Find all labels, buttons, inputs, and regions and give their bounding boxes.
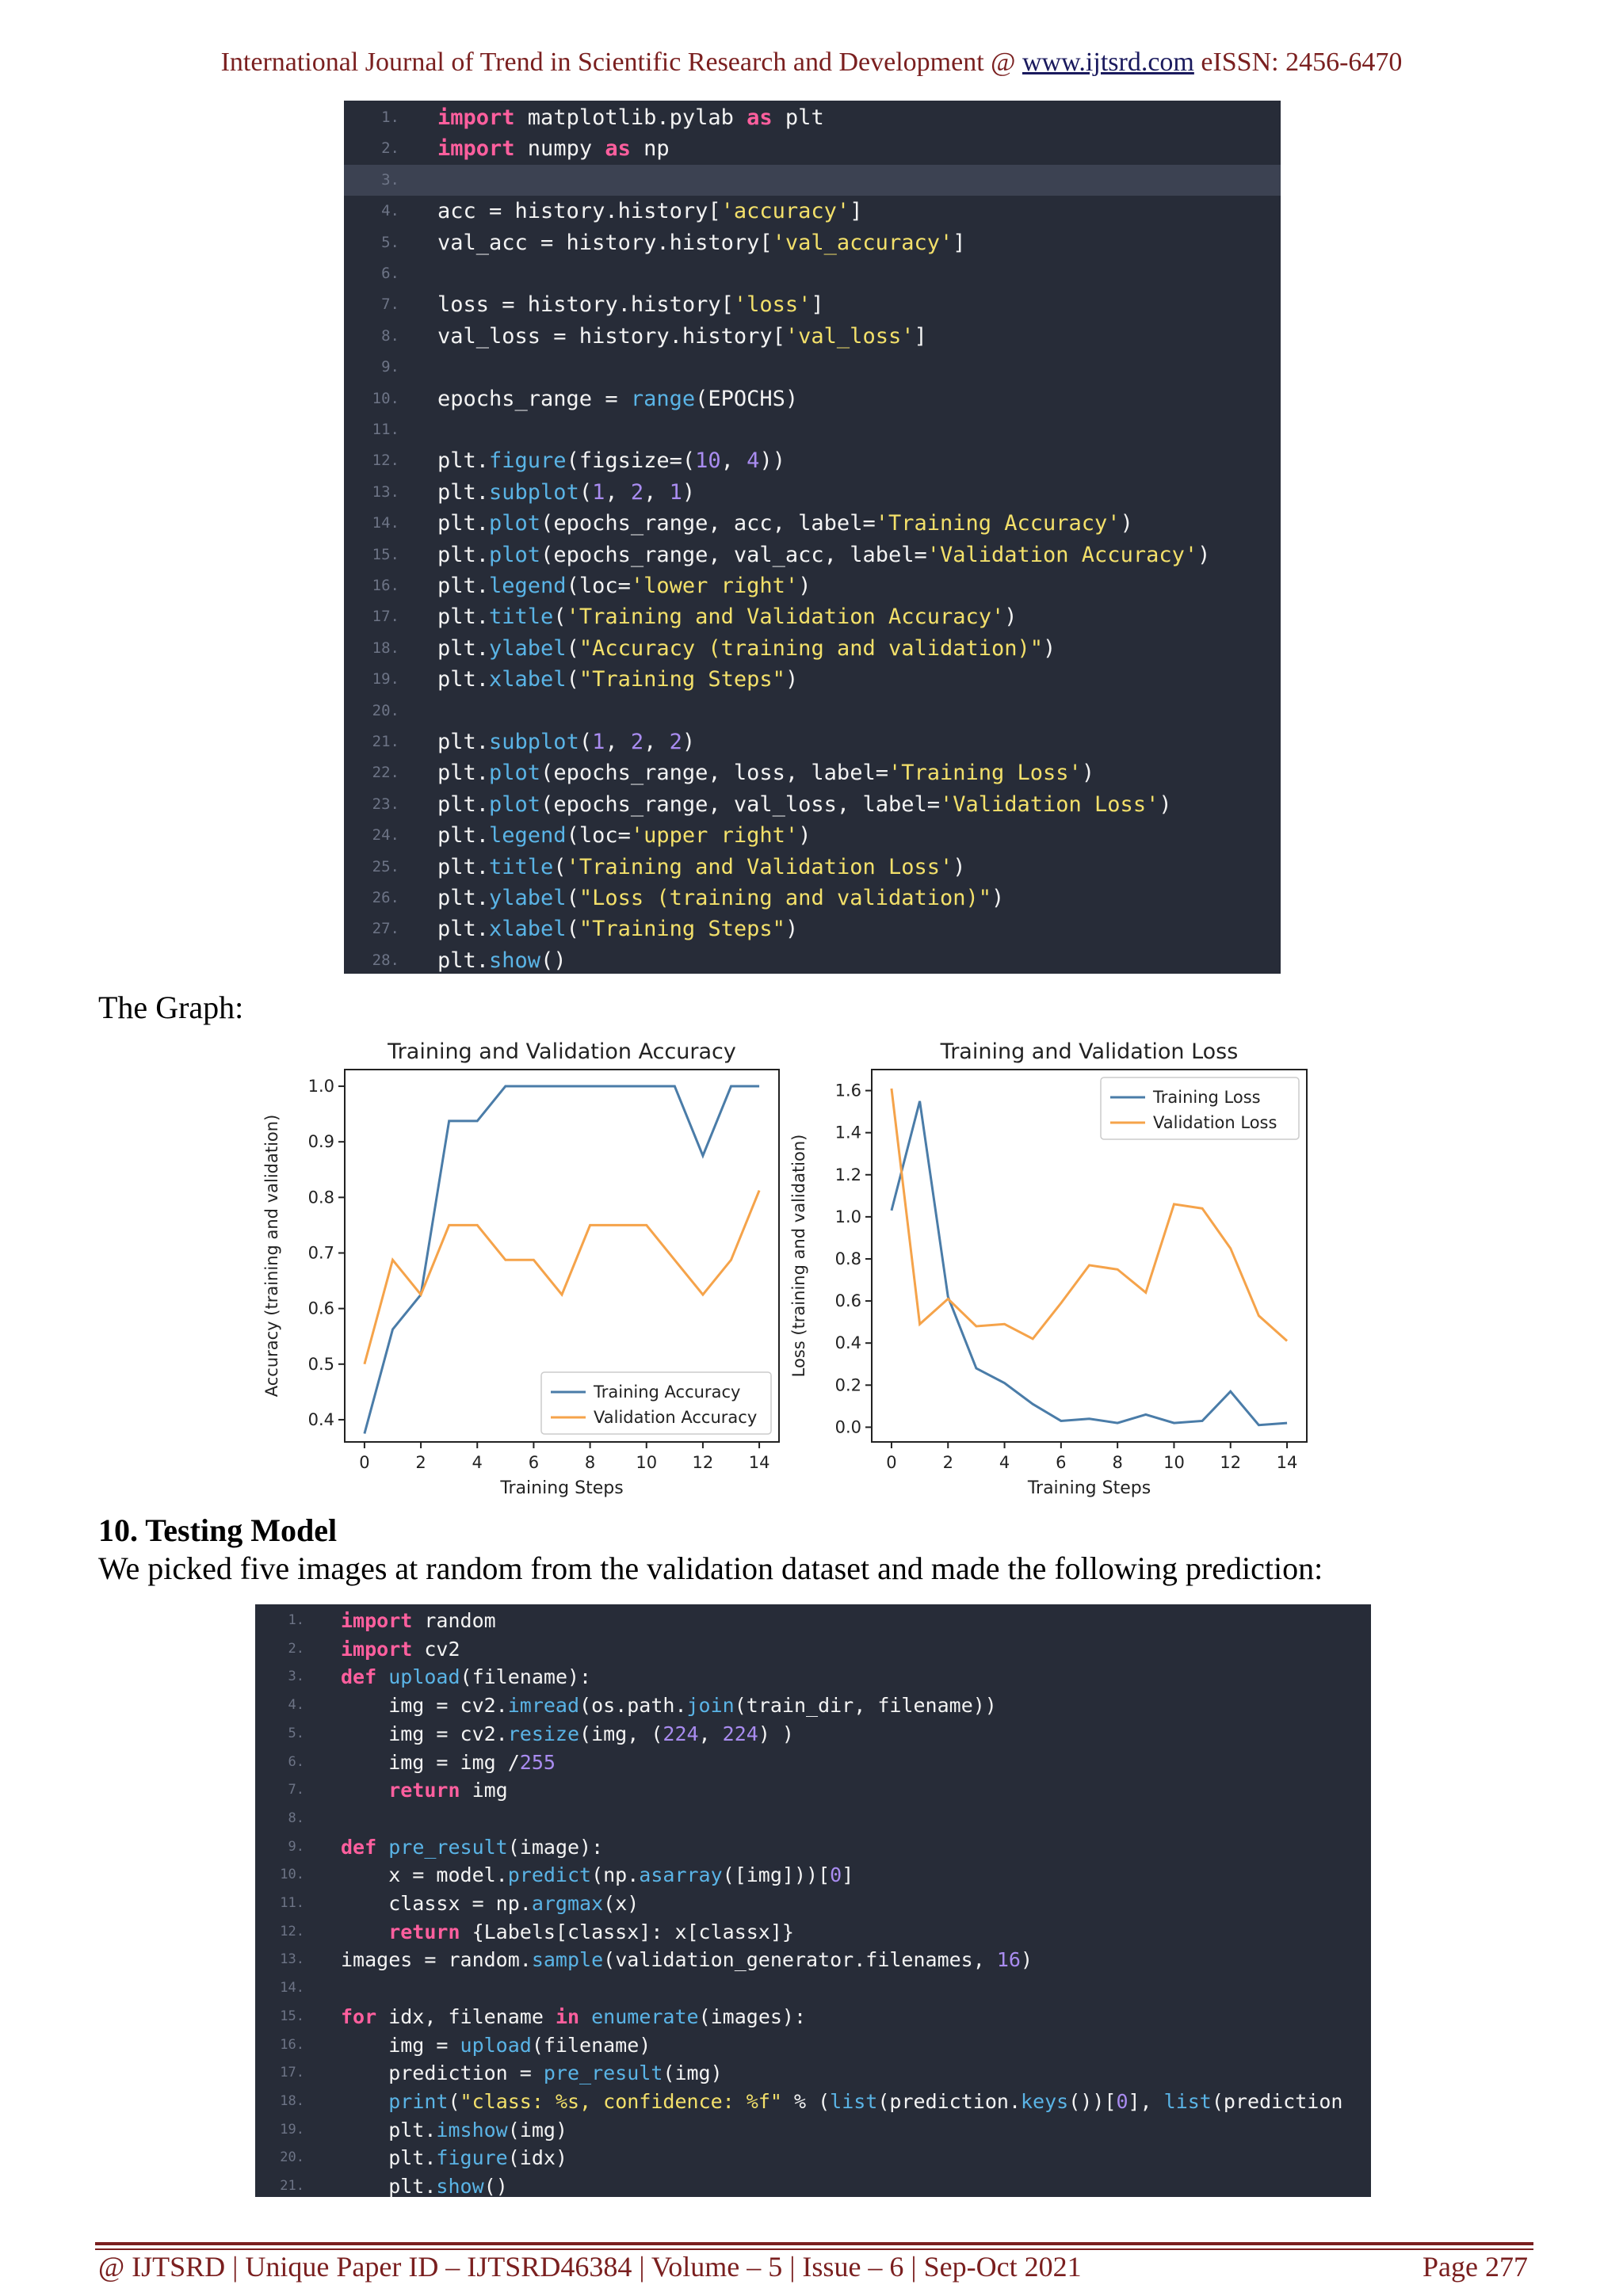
code-line [344, 196, 1281, 227]
line-number: 8. [381, 326, 399, 345]
code-line [344, 820, 1281, 851]
line-number: 22. [372, 764, 399, 782]
code-line [255, 2116, 1371, 2145]
code-line [344, 102, 1281, 133]
code-line [255, 1946, 1371, 1974]
code-block-plotting [344, 101, 1281, 974]
line-number: 7. [288, 1782, 304, 1798]
line-number: 10. [280, 1867, 304, 1883]
code-line [344, 570, 1281, 601]
code-line [255, 1833, 1371, 1862]
journal-header [0, 48, 1623, 78]
legend-label: Validation Loss [1153, 1113, 1277, 1132]
page-number: Page 277 [1423, 2251, 1528, 2283]
y-tick-label: 1.0 [834, 1207, 861, 1226]
code-text: img = cv2.imread(os.path.join(train_dir, filename)) [341, 1694, 997, 1718]
code-text: plt.plot(epochs_range, loss, label='Training Loss') [437, 761, 1095, 786]
x-tick-label: 8 [584, 1453, 596, 1472]
code-text: acc = history.history['accuracy'] [437, 199, 863, 224]
code-text: loss = history.history['loss'] [437, 292, 824, 318]
footer-info: @ IJTSRD | Unique Paper ID – IJTSRD46384 | Volume – 5 | Issue – 6 | Sep-Oct 2021 [98, 2251, 1082, 2283]
line-number: 15. [280, 2008, 304, 2024]
line-number: 3. [288, 1669, 304, 1685]
code-text: print("class: %s, confidence: %f" % (list(prediction.keys())[0], list(prediction [388, 2089, 1343, 2113]
code-line [255, 2144, 1371, 2172]
footer-rule [95, 2242, 1533, 2245]
y-axis-label: Loss (training and validation) [789, 1134, 808, 1378]
y-tick-label: 0.8 [307, 1188, 334, 1207]
code-line [255, 1918, 1371, 1947]
code-text: images = random.sample(validation_generator.filenames, 16) [341, 1948, 1033, 1972]
x-tick-label: 10 [1163, 1453, 1185, 1472]
x-tick-label: 0 [359, 1453, 370, 1472]
code-text: plt.imshow(img) [341, 2118, 567, 2142]
code-line [344, 789, 1281, 820]
legend-label: Training Accuracy [594, 1383, 741, 1402]
code-text: img = img /255 [341, 1750, 556, 1774]
line-number: 25. [372, 857, 399, 875]
y-tick-label: 0.9 [307, 1132, 334, 1152]
code-line [255, 2003, 1371, 2031]
code-line [344, 945, 1281, 976]
legend-label: Training Loss [1153, 1088, 1261, 1107]
x-tick-label: 8 [1112, 1453, 1123, 1472]
line-number: 17. [372, 608, 399, 626]
line-number: 17. [280, 2065, 304, 2081]
line-number: 21. [372, 733, 399, 750]
x-tick-label: 12 [1220, 1453, 1242, 1472]
code-line [344, 601, 1281, 632]
y-tick-label: 1.4 [834, 1123, 861, 1142]
line-number: 7. [381, 296, 399, 314]
y-axis-label: Accuracy (training and validation) [262, 1114, 281, 1398]
line-number: 9. [288, 1838, 304, 1855]
code-line [344, 258, 1281, 289]
line-number: 6. [381, 265, 399, 282]
line-number: 20. [372, 701, 399, 719]
code-line [344, 540, 1281, 570]
x-axis-label: Training Steps [500, 1478, 624, 1498]
x-tick-label: 12 [692, 1453, 714, 1472]
line-number: 8. [288, 1810, 304, 1826]
code-line [255, 1805, 1371, 1833]
code-text: plt.ylabel("Loss (training and validation)") [437, 886, 1005, 910]
code-text: plt.show() [437, 948, 567, 973]
y-tick-label: 0.4 [834, 1333, 861, 1353]
code-text: plt.show() [341, 2175, 508, 2198]
code-line [344, 227, 1281, 258]
code-text: plt.xlabel("Training Steps") [437, 917, 799, 942]
code-text: plt.plot(epochs_range, val_loss, label='Validation Loss') [437, 791, 1172, 817]
code-text: plt.plot(epochs_range, val_acc, label='Validation Accuracy') [437, 542, 1211, 567]
header-prefix: International Journal of Trend in Scientific Research and Development @ [220, 48, 1022, 77]
line-number: 24. [372, 826, 399, 845]
code-line [344, 664, 1281, 695]
line-number: 27. [372, 920, 399, 938]
x-tick-label: 6 [1056, 1453, 1067, 1472]
code-line [255, 1720, 1371, 1749]
code-text: x = model.predict(np.asarray([img]))[0] [341, 1863, 854, 1887]
code-text: def pre_result(image): [341, 1835, 604, 1859]
y-tick-label: 1.0 [307, 1077, 334, 1097]
graph-label: The Graph: [98, 990, 244, 1025]
code-line [255, 1776, 1371, 1805]
line-number: 19. [372, 670, 399, 688]
y-tick-label: 0.5 [307, 1354, 334, 1374]
line-number: 16. [280, 2036, 304, 2053]
line-number: 4. [381, 202, 399, 220]
line-number: 14. [280, 1980, 304, 1997]
line-number: 1. [288, 1612, 304, 1628]
y-tick-label: 0.0 [834, 1417, 861, 1437]
line-number: 3. [381, 170, 399, 189]
line-number: 18. [280, 2092, 304, 2109]
code-text: def upload(filename): [341, 1665, 592, 1689]
code-line [255, 2088, 1371, 2116]
y-tick-label: 1.6 [834, 1081, 861, 1100]
header-suffix: eISSN: 2456-6470 [1193, 48, 1403, 77]
code-text: classx = np.argmax(x) [341, 1892, 640, 1915]
code-line [344, 289, 1281, 320]
code-line [255, 1749, 1371, 1777]
line-number: 14. [372, 514, 399, 532]
line-number: 10. [372, 389, 399, 407]
code-text: val_acc = history.history['val_accuracy'] [437, 230, 966, 255]
code-line [255, 1890, 1371, 1918]
code-text: plt.figure(idx) [341, 2146, 567, 2170]
code-text: plt.subplot(1, 2, 1) [437, 479, 696, 505]
code-text: plt.subplot(1, 2, 2) [437, 730, 696, 754]
code-text: plt.ylabel("Accuracy (training and validation)") [437, 635, 1056, 661]
line-number: 13. [280, 1951, 304, 1968]
code-line [344, 321, 1281, 352]
code-text: plt.figure(figsize=(10, 4)) [437, 448, 785, 474]
section-text: We picked five images at random from the validation dataset and made the following prediction: [98, 1550, 1323, 1586]
code-text: return img [341, 1779, 508, 1802]
code-line [344, 352, 1281, 383]
code-line [255, 2059, 1371, 2088]
line-number: 12. [372, 452, 399, 470]
x-tick-label: 2 [942, 1453, 953, 1472]
x-tick-label: 10 [636, 1453, 658, 1472]
line-number: 5. [381, 233, 399, 251]
code-line [344, 133, 1281, 164]
x-tick-label: 4 [999, 1453, 1010, 1472]
code-line [344, 383, 1281, 414]
code-text: plt.legend(loc='lower right') [437, 574, 812, 598]
line-number: 9. [381, 358, 399, 376]
x-tick-label: 0 [886, 1453, 897, 1472]
code-line [344, 165, 1281, 196]
line-number: 11. [280, 1895, 304, 1911]
code-line [344, 883, 1281, 913]
loss-chart [789, 1022, 1331, 1498]
line-number: 23. [372, 795, 399, 813]
chart-title: Training and Validation Loss [940, 1039, 1239, 1064]
code-line [344, 913, 1281, 944]
section-title: 10. Testing Model [98, 1512, 338, 1548]
code-line [344, 477, 1281, 508]
code-text: epochs_range = range(EPOCHS) [437, 386, 799, 411]
code-line [255, 1663, 1371, 1691]
line-number: 5. [288, 1725, 304, 1741]
code-line [344, 414, 1281, 445]
code-block-testing [255, 1604, 1371, 2197]
x-tick-label: 2 [415, 1453, 426, 1472]
code-text: plt.title('Training and Validation Loss') [437, 854, 966, 879]
line-number: 15. [372, 545, 399, 563]
code-line [255, 2172, 1371, 2201]
x-tick-label: 14 [1276, 1453, 1298, 1472]
y-tick-label: 0.2 [834, 1375, 861, 1395]
code-line [344, 852, 1281, 883]
line-number: 18. [372, 639, 399, 657]
line-number: 28. [372, 951, 399, 969]
line-number: 12. [280, 1923, 304, 1939]
code-line [255, 1635, 1371, 1664]
code-text: import numpy as np [437, 136, 670, 162]
code-text: import random [341, 1609, 496, 1632]
line-number: 11. [372, 421, 399, 438]
y-tick-label: 0.6 [307, 1299, 334, 1318]
y-tick-label: 0.7 [307, 1243, 334, 1263]
line-number: 13. [372, 482, 399, 501]
x-tick-label: 6 [528, 1453, 540, 1472]
y-tick-label: 0.6 [834, 1291, 861, 1311]
x-tick-label: 14 [748, 1453, 770, 1472]
journal-link[interactable]: www.ijtsrd.com [1022, 48, 1194, 77]
code-line [344, 696, 1281, 727]
code-text: import matplotlib.pylab as plt [437, 105, 824, 130]
accuracy-chart [262, 1022, 808, 1498]
code-line [344, 445, 1281, 476]
code-line [344, 633, 1281, 664]
code-text: plt.plot(epochs_range, acc, label='Training Accuracy') [437, 511, 1133, 536]
code-line [255, 1974, 1371, 2003]
code-line [344, 757, 1281, 788]
code-text: val_loss = history.history['val_loss'] [437, 323, 927, 349]
code-text: prediction = pre_result(img) [341, 2061, 723, 2085]
x-axis-label: Training Steps [1027, 1478, 1151, 1498]
code-line [344, 508, 1281, 539]
line-number: 16. [372, 577, 399, 594]
legend-label: Validation Accuracy [594, 1408, 758, 1427]
line-number: 1. [381, 109, 399, 126]
code-text: img = cv2.resize(img, (224, 224) ) [341, 1722, 794, 1745]
y-tick-label: 1.2 [834, 1165, 861, 1184]
code-line [255, 1861, 1371, 1890]
y-tick-label: 0.8 [834, 1249, 861, 1268]
code-text: import cv2 [341, 1637, 460, 1661]
y-tick-label: 0.4 [307, 1409, 334, 1429]
code-text: img = upload(filename) [341, 2033, 651, 2057]
x-tick-label: 4 [472, 1453, 483, 1472]
line-number: 26. [372, 889, 399, 906]
code-text: plt.title('Training and Validation Accuracy') [437, 605, 1018, 630]
code-line [344, 727, 1281, 757]
line-number: 20. [280, 2149, 304, 2166]
code-text: plt.legend(loc='upper right') [437, 823, 812, 849]
line-number: 6. [288, 1753, 304, 1770]
code-line [255, 1691, 1371, 1720]
code-line [255, 1607, 1371, 1635]
code-text: return {Labels[classx]: x[classx]} [341, 1920, 794, 1943]
chart-title: Training and Validation Accuracy [388, 1039, 736, 1064]
code-line [255, 2031, 1371, 2060]
code-text: plt.xlabel("Training Steps") [437, 667, 799, 692]
line-number: 2. [288, 1640, 304, 1657]
line-number: 4. [288, 1697, 304, 1714]
line-number: 21. [280, 2178, 304, 2194]
line-number: 19. [280, 2121, 304, 2138]
code-text: for idx, filename in enumerate(images): [341, 2004, 807, 2028]
line-number: 2. [381, 139, 399, 158]
